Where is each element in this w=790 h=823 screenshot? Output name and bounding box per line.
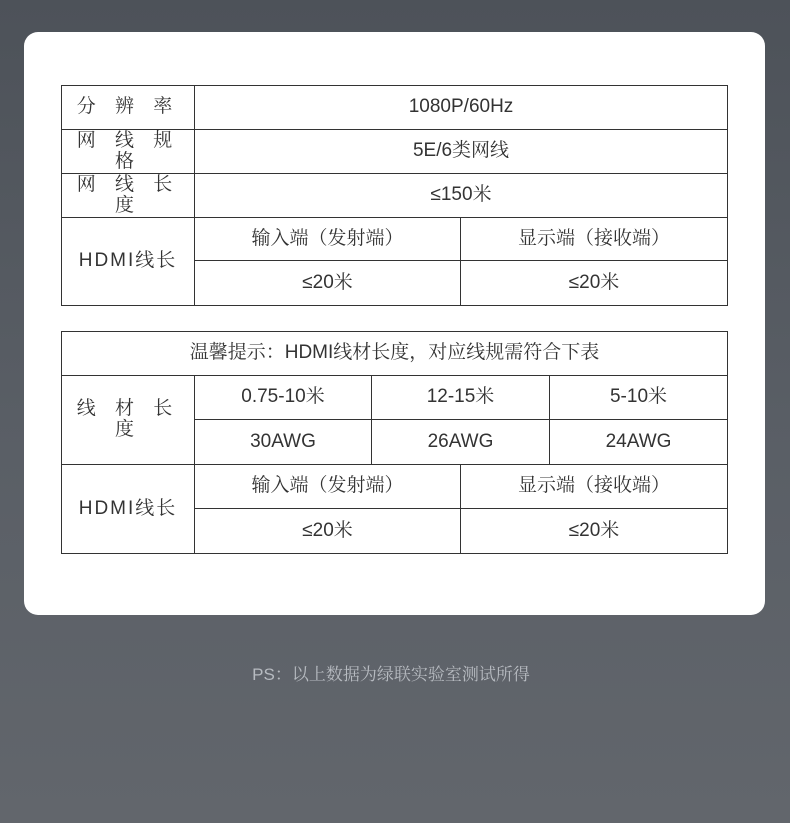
length-cell: 5-10米 <box>550 376 728 420</box>
spec-table <box>61 85 728 306</box>
length-cell: 12-15米 <box>372 376 550 420</box>
table-row <box>62 174 728 218</box>
resolution-label: 分 辨 率 <box>62 86 195 130</box>
gauge-cell: 24AWG <box>550 420 728 465</box>
hdmi-length-label: HDMI线长 <box>62 465 195 554</box>
display-end-value: ≤20米 <box>461 509 728 554</box>
input-end-header: 输入端（发射端） <box>195 465 461 509</box>
gauge-cell: 26AWG <box>372 420 550 465</box>
input-end-header: 输入端（发射端） <box>195 218 461 261</box>
wire-length-label: 线 材 长 度 <box>62 376 195 465</box>
cable-length-value: ≤150米 <box>195 174 728 218</box>
table-row <box>62 376 728 420</box>
input-end-value: ≤20米 <box>195 261 461 306</box>
cable-spec-value: 5E/6类网线 <box>195 130 728 174</box>
footnote: PS：以上数据为绿联实验室测试所得 <box>252 665 530 684</box>
cable-spec-label: 网 线 规 格 <box>62 130 195 174</box>
cable-length-label: 网 线 长 度 <box>62 174 195 218</box>
hdmi-length-label: HDMI线长 <box>62 218 195 306</box>
spec-card <box>24 32 765 615</box>
table-row <box>62 465 728 509</box>
length-cell: 0.75-10米 <box>195 376 372 420</box>
table-row <box>62 86 728 130</box>
table-row <box>62 130 728 174</box>
wire-gauge-table <box>61 331 728 554</box>
display-end-header: 显示端（接收端） <box>461 465 728 509</box>
table-row <box>62 332 728 376</box>
display-end-value: ≤20米 <box>461 261 728 306</box>
display-end-header: 显示端（接收端） <box>461 218 728 261</box>
tip-title: 温馨提示：HDMI线材长度，对应线规需符合下表 <box>62 332 728 376</box>
resolution-value: 1080P/60Hz <box>195 86 728 130</box>
input-end-value: ≤20米 <box>195 509 461 554</box>
table-row <box>62 218 728 261</box>
gauge-cell: 30AWG <box>195 420 372 465</box>
